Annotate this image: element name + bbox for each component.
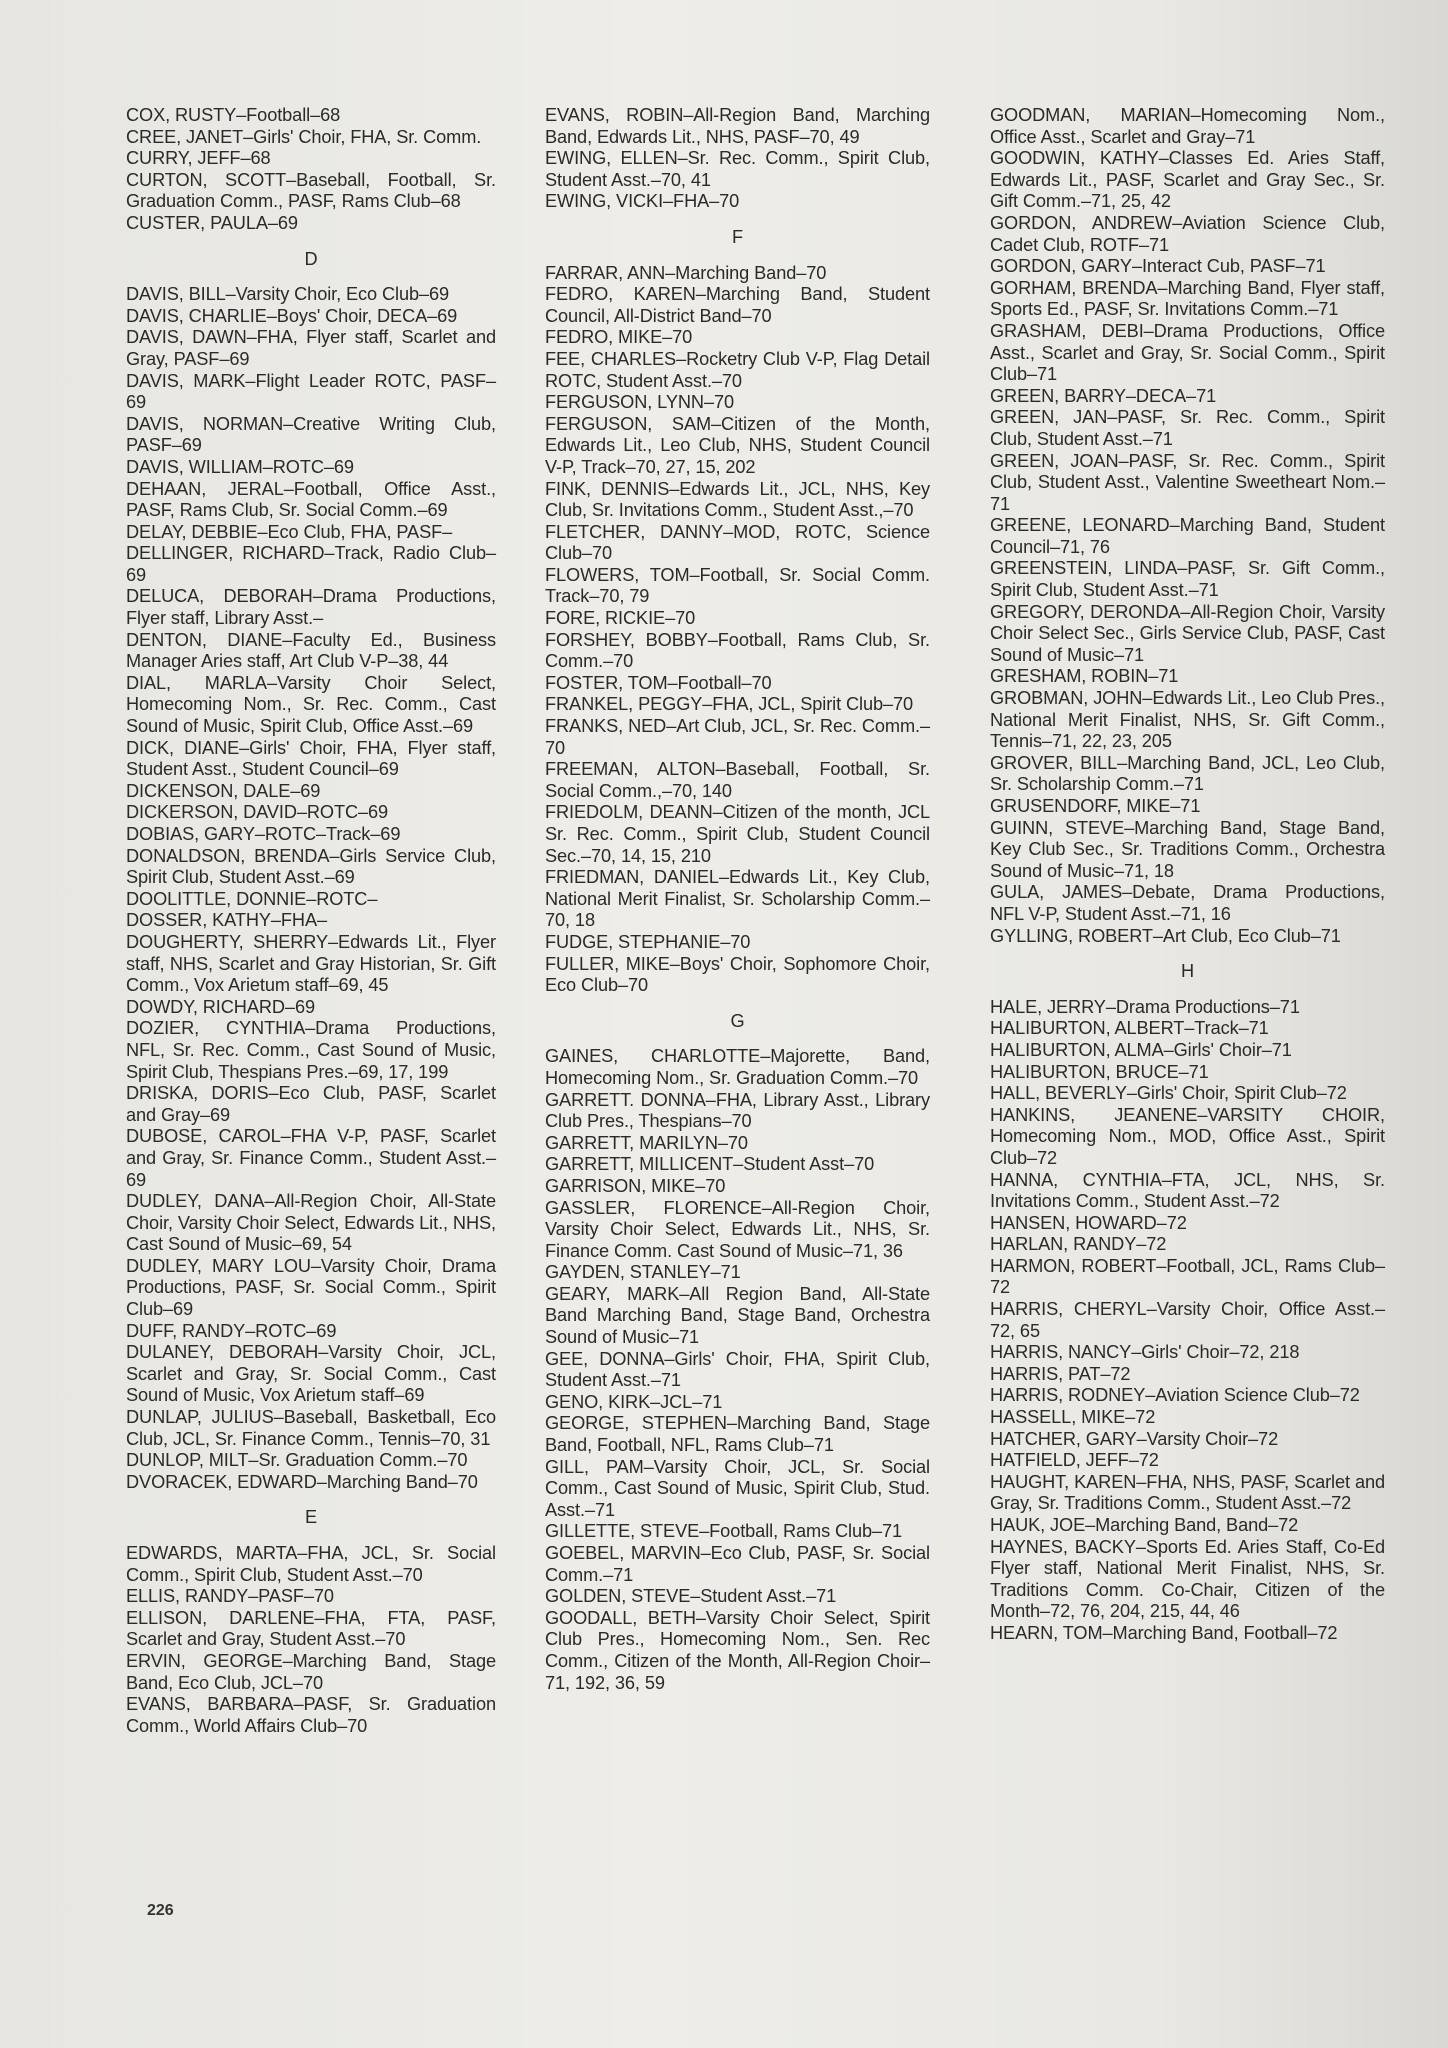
index-entry: GUINN, STEVE–Marching Band, Stage Band, Key Club Sec., Sr. Traditions Comm., Orchestra Sound of Music–71, 18 — [990, 817, 1385, 881]
index-entry: GREEN, JAN–PASF, Sr. Rec. Comm., Spirit Club, Student Asst.–71 — [990, 407, 1385, 449]
index-entry: GEORGE, STEPHEN–Marching Band, Stage Band, Football, NFL, Rams Club–71 — [545, 1413, 930, 1456]
index-entry: DAVIS, CHARLIE–Boys' Choir, DECA–69 — [126, 305, 458, 326]
index-column-1 — [126, 105, 496, 1737]
index-entry: GYLLING, ROBERT–Art Club, Eco Club–71 — [990, 925, 1341, 946]
index-entry: HARRIS, RODNEY–Aviation Science Club–72 — [990, 1385, 1360, 1406]
index-entry: HARMON, ROBERT–Football, JCL, Rams Club–72 — [990, 1255, 1385, 1298]
index-column-3 — [990, 105, 1385, 1645]
index-entry: HANSEN, HOWARD–72 — [990, 1212, 1187, 1233]
page-number: 226 — [147, 1902, 174, 1919]
index-entry: FERGUSON, SAM–Citizen of the Month, Edwards Lit., Leo Club, NHS, Student Council V-P, Track–70, 27, 15, 202 — [545, 413, 930, 477]
index-entry: DELUCA, DEBORAH–Drama Productions, Flyer staff, Library Asst.– — [126, 586, 496, 629]
index-entry: DOZIER, CYNTHIA–Drama Productions, NFL, Sr. Rec. Comm., Cast Sound of Music, Spirit Club, Thespians Pres.–69, 17, 199 — [126, 1018, 496, 1082]
index-entry: HAUGHT, KAREN–FHA, NHS, PASF, Scarlet and Gray, Sr. Traditions Comm., Student Asst.–72 — [990, 1471, 1385, 1514]
index-entry: GREENSTEIN, LINDA–PASF, Sr. Gift Comm., Spirit Club, Student Asst.–71 — [990, 558, 1385, 601]
index-entry: EDWARDS, MARTA–FHA, JCL, Sr. Social Comm., Spirit Club, Student Asst.–70 — [126, 1543, 496, 1585]
index-entry: GEARY, MARK–All Region Band, All-State Band Marching Band, Stage Band, Orchestra Sound of Music–71 — [545, 1283, 930, 1348]
index-column-2 — [545, 105, 930, 1694]
index-entry: GENO, KIRK–JCL–71 — [545, 1391, 723, 1412]
index-entry: GROBMAN, JOHN–Edwards Lit., Leo Club Pres., National Merit Finalist, NHS, Sr. Gift Comm., Tennis–71, 22, 23, 205 — [990, 688, 1385, 752]
index-entry: DELAY, DEBBIE–Eco Club, FHA, PASF– — [126, 521, 453, 542]
index-entry: HARLAN, RANDY–72 — [990, 1234, 1167, 1255]
index-entry: DELLINGER, RICHARD–Track, Radio Club–69 — [126, 543, 496, 585]
index-entry: DIAL, MARLA–Varsity Choir Select, Homecoming Nom., Sr. Rec. Comm., Cast Sound of Music, Spirit Club, Office Asst.–69 — [126, 672, 496, 737]
index-entry: COX, RUSTY–Football–68 — [126, 105, 341, 125]
index-entry: GILL, PAM–Varsity Choir, JCL, Sr. Social Comm., Cast Sound of Music, Spirit Club, Stud. Asst.–71 — [545, 1456, 930, 1520]
index-entry: ELLIS, RANDY–PASF–70 — [126, 1586, 334, 1607]
index-entry: HATFIELD, JEFF–72 — [990, 1450, 1159, 1471]
index-entry: GREGORY, DERONDA–All-Region Choir, Varsity Choir Select Sec., Girls Service Club, PASF, Cast Sound of Music–71 — [990, 601, 1385, 665]
index-entry: GREEN, JOAN–PASF, Sr. Rec. Comm., Spirit Club, Student Asst., Valentine Sweetheart Nom.–71 — [990, 450, 1385, 514]
index-entry: FUDGE, STEPHANIE–70 — [545, 931, 751, 952]
index-entry: DUDLEY, MARY LOU–Varsity Choir, Drama Productions, PASF, Sr. Social Comm., Spirit Club–69 — [126, 1255, 496, 1320]
index-entry: GORDON, ANDREW–Aviation Science Club, Cadet Club, ROTF–71 — [990, 212, 1385, 255]
index-entry: GRESHAM, ROBIN–71 — [990, 666, 1179, 687]
index-entry: DICK, DIANE–Girls' Choir, FHA, Flyer staff, Student Asst., Student Council–69 — [126, 737, 496, 780]
index-entry: FRANKEL, PEGGY–FHA, JCL, Spirit Club–70 — [545, 694, 914, 715]
index-entry: CREE, JANET–Girls' Choir, FHA, Sr. Comm. — [126, 126, 482, 147]
index-entry: GREEN, BARRY–DECA–71 — [990, 385, 1217, 406]
index-entry: HARRIS, PAT–72 — [990, 1363, 1131, 1384]
index-entry: GILLETTE, STEVE–Football, Rams Club–71 — [545, 1521, 903, 1542]
index-entry: DAVIS, DAWN–FHA, Flyer staff, Scarlet and Gray, PASF–69 — [126, 327, 496, 369]
index-entry: DOUGHERTY, SHERRY–Edwards Lit., Flyer staff, NHS, Scarlet and Gray Historian, Sr. Gift Comm., Vox Arietum staff–69, 45 — [126, 931, 496, 996]
index-entry: ERVIN, GEORGE–Marching Band, Stage Band, Eco Club, JCL–70 — [126, 1650, 496, 1693]
index-entry: GASSLER, FLORENCE–All-Region Choir, Varsity Choir Select, Edwards Lit., NHS, Sr. Finance Comm. Cast Sound of Music–71, 36 — [545, 1197, 930, 1261]
index-entry: ELLISON, DARLENE–FHA, FTA, PASF, Scarlet and Gray, Student Asst.–70 — [126, 1607, 496, 1650]
index-entry: HANNA, CYNTHIA–FTA, JCL, NHS, Sr. Invitations Comm., Student Asst.–72 — [990, 1169, 1385, 1212]
index-entry: HALIBURTON, ALBERT–Track–71 — [990, 1018, 1269, 1039]
index-entry: HALIBURTON, ALMA–Girls' Choir–71 — [990, 1039, 1292, 1060]
index-entry: DENTON, DIANE–Faculty Ed., Business Manager Aries staff, Art Club V-P–38, 44 — [126, 629, 496, 672]
index-entry: FOSTER, TOM–Football–70 — [545, 672, 772, 693]
index-entry: DONALDSON, BRENDA–Girls Service Club, Spirit Club, Student Asst.–69 — [126, 845, 496, 888]
index-entry: DAVIS, MARK–Flight Leader ROTC, PASF–69 — [126, 370, 496, 413]
index-entry: HAUK, JOE–Marching Band, Band–72 — [990, 1515, 1299, 1535]
index-entry: GAINES, CHARLOTTE–Majorette, Band, Homecoming Nom., Sr. Graduation Comm.–70 — [545, 1046, 930, 1088]
index-entry: DOWDY, RICHARD–69 — [126, 996, 315, 1017]
index-entry: EVANS, BARBARA–PASF, Sr. Graduation Comm., World Affairs Club–70 — [126, 1694, 496, 1736]
index-entry: EWING, ELLEN–Sr. Rec. Comm., Spirit Club, Student Asst.–70, 41 — [545, 148, 930, 190]
index-entry: DAVIS, BILL–Varsity Choir, Eco Club–69 — [126, 284, 450, 305]
index-entry: FRIEDMAN, DANIEL–Edwards Lit., Key Club, National Merit Finalist, Sr. Scholarship Comm.–70, 18 — [545, 867, 930, 931]
section-letter: G — [730, 1010, 745, 1031]
index-entry: GULA, JAMES–Debate, Drama Productions, NFL V-P, Student Asst.–71, 16 — [990, 882, 1385, 924]
index-entry: DEHAAN, JERAL–Football, Office Asst., PASF, Rams Club, Sr. Social Comm.–69 — [126, 478, 496, 521]
index-entry: FARRAR, ANN–Marching Band–70 — [545, 262, 827, 283]
index-entry: GOODWIN, KATHY–Classes Ed. Aries Staff, Edwards Lit., PASF, Scarlet and Gray Sec., Sr. Gift Comm.–71, 25, 42 — [990, 148, 1385, 212]
index-entry: DUNLAP, JULIUS–Baseball, Basketball, Eco Club, JCL, Sr. Finance Comm., Tennis–70, 31 — [126, 1407, 496, 1449]
index-entry: HARRIS, NANCY–Girls' Choir–72, 218 — [990, 1342, 1300, 1363]
index-entry: GORHAM, BRENDA–Marching Band, Flyer staff, Sports Ed., PASF, Sr. Invitations Comm.–71 — [990, 277, 1385, 320]
index-entry: GORDON, GARY–Interact Cub, PASF–71 — [990, 256, 1326, 277]
index-entry: GARRETT. DONNA–FHA, Library Asst., Library Club Pres., Thespians–70 — [545, 1089, 930, 1132]
section-letter: H — [1180, 961, 1195, 982]
index-entry: GREENE, LEONARD–Marching Band, Student Council–71, 76 — [990, 515, 1385, 557]
index-entry: HASSELL, MIKE–72 — [990, 1407, 1156, 1428]
index-entry: DICKERSON, DAVID–ROTC–69 — [126, 802, 389, 823]
index-entry: DAVIS, WILLIAM–ROTC–69 — [126, 456, 354, 477]
index-entry: GRASHAM, DEBI–Drama Productions, Office Asst., Scarlet and Gray, Sr. Social Comm., Spirit Club–71 — [990, 320, 1385, 385]
index-entry: DUDLEY, DANA–All-Region Choir, All-State Choir, Varsity Choir Select, Edwards Lit., NHS, Cast Sound of Music–69, 54 — [126, 1191, 496, 1255]
index-entry: DAVIS, NORMAN–Creative Writing Club, PASF–69 — [126, 413, 496, 456]
index-entry: FULLER, MIKE–Boys' Choir, Sophomore Choir, Eco Club–70 — [545, 953, 930, 996]
index-entry: FINK, DENNIS–Edwards Lit., JCL, NHS, Key Club, Sr. Invitations Comm., Student Asst.,–70 — [545, 478, 930, 521]
index-entry: GARRETT, MILLICENT–Student Asst–70 — [545, 1154, 875, 1175]
index-entry: FEDRO, KAREN–Marching Band, Student Council, All-District Band–70 — [545, 284, 930, 326]
index-entry: DOBIAS, GARY–ROTC–Track–69 — [126, 824, 401, 844]
index-entry: HALE, JERRY–Drama Productions–71 — [990, 996, 1300, 1017]
index-entry: CUSTER, PAULA–69 — [126, 212, 298, 233]
index-entry: FEE, CHARLES–Rocketry Club V-P, Flag Detail ROTC, Student Asst.–70 — [545, 348, 930, 391]
index-entry: DULANEY, DEBORAH–Varsity Choir, JCL, Scarlet and Gray, Sr. Social Comm., Cast Sound of Music, Vox Arietum staff–69 — [126, 1342, 496, 1406]
index-entry: GEE, DONNA–Girls' Choir, FHA, Spirit Club, Student Asst.–71 — [545, 1348, 930, 1391]
index-entry: HAYNES, BACKY–Sports Ed. Aries Staff, Co-Ed Flyer staff, National Merit Finalist, NHS, Sr. Traditions Comm. Co-Chair, Citizen of the Month–72, 76, 204, 215, 44, 46 — [990, 1536, 1385, 1622]
index-entry: FORE, RICKIE–70 — [545, 608, 696, 629]
index-entry: FREEMAN, ALTON–Baseball, Football, Sr. Social Comm.,–70, 140 — [545, 759, 930, 801]
index-entry: FERGUSON, LYNN–70 — [545, 392, 734, 413]
index-entry: FRANKS, NED–Art Club, JCL, Sr. Rec. Comm.–70 — [545, 716, 930, 758]
index-entry: HARRIS, CHERYL–Varsity Choir, Office Asst.–72, 65 — [990, 1299, 1385, 1341]
index-entry: DOSSER, KATHY–FHA– — [126, 910, 328, 931]
index-entry: GARRETT, MARILYN–70 — [545, 1132, 748, 1153]
index-entry: CURRY, JEFF–68 — [126, 148, 271, 169]
index-entry: GOLDEN, STEVE–Student Asst.–71 — [545, 1586, 837, 1607]
index-entry: GOODALL, BETH–Varsity Choir Select, Spirit Club Pres., Homecoming Nom., Sen. Rec Comm., Citizen of the Month, All-Region Choir–71, 192, 36, 59 — [545, 1607, 930, 1693]
index-entry: DICKENSON, DALE–69 — [126, 780, 321, 801]
index-entry: GOEBEL, MARVIN–Eco Club, PASF, Sr. Social Comm.–71 — [545, 1543, 930, 1585]
index-entry: FLETCHER, DANNY–MOD, ROTC, Science Club–70 — [545, 521, 930, 564]
index-entry: GAYDEN, STANLEY–71 — [545, 1262, 741, 1283]
index-entry: GOODMAN, MARIAN–Homecoming Nom., Office Asst., Scarlet and Gray–71 — [990, 105, 1385, 147]
index-entry: HEARN, TOM–Marching Band, Football–72 — [990, 1622, 1338, 1643]
index-entry: EWING, VICKI–FHA–70 — [545, 191, 740, 212]
index-entry: GROVER, BILL–Marching Band, JCL, Leo Club, Sr. Scholarship Comm.–71 — [990, 752, 1385, 795]
section-letter: D — [304, 248, 318, 269]
index-entry: HALL, BEVERLY–Girls' Choir, Spirit Club–72 — [990, 1083, 1347, 1104]
index-entry: FLOWERS, TOM–Football, Sr. Social Comm. Track–70, 79 — [545, 564, 930, 607]
index-entry: CURTON, SCOTT–Baseball, Football, Sr. Graduation Comm., PASF, Rams Club–68 — [126, 169, 496, 212]
index-entry: HALIBURTON, BRUCE–71 — [990, 1061, 1209, 1082]
index-entry: GRUSENDORF, MIKE–71 — [990, 796, 1201, 816]
index-entry: DUNLOP, MILT–Sr. Graduation Comm.–70 — [126, 1450, 468, 1471]
index-entry: GARRISON, MIKE–70 — [545, 1175, 726, 1196]
index-entry: DRISKA, DORIS–Eco Club, PASF, Scarlet and Gray–69 — [126, 1083, 496, 1125]
index-entry: FRIEDOLM, DEANN–Citizen of the month, JCL Sr. Rec. Comm., Spirit Club, Student Council Sec.–70, 14, 15, 210 — [545, 802, 930, 866]
index-entry: DUBOSE, CAROL–FHA V-P, PASF, Scarlet and Gray, Sr. Finance Comm., Student Asst.–69 — [126, 1126, 496, 1190]
index-entry: FORSHEY, BOBBY–Football, Rams Club, Sr. Comm.–70 — [545, 629, 930, 672]
index-entry: FEDRO, MIKE–70 — [545, 327, 693, 348]
index-entry: EVANS, ROBIN–All-Region Band, Marching Band, Edwards Lit., NHS, PASF–70, 49 — [545, 105, 930, 147]
index-entry: DUFF, RANDY–ROTC–69 — [126, 1320, 337, 1341]
index-entry: HATCHER, GARY–Varsity Choir–72 — [990, 1428, 1279, 1449]
section-letter: F — [731, 226, 743, 247]
index-entry: HANKINS, JEANENE–VARSITY CHOIR, Homecoming Nom., MOD, Office Asst., Spirit Club–72 — [990, 1104, 1385, 1168]
index-entry: DVORACEK, EDWARD–Marching Band–70 — [126, 1471, 478, 1492]
index-entry: DOOLITTLE, DONNIE–ROTC– — [126, 888, 378, 909]
section-letter: E — [304, 1507, 318, 1528]
